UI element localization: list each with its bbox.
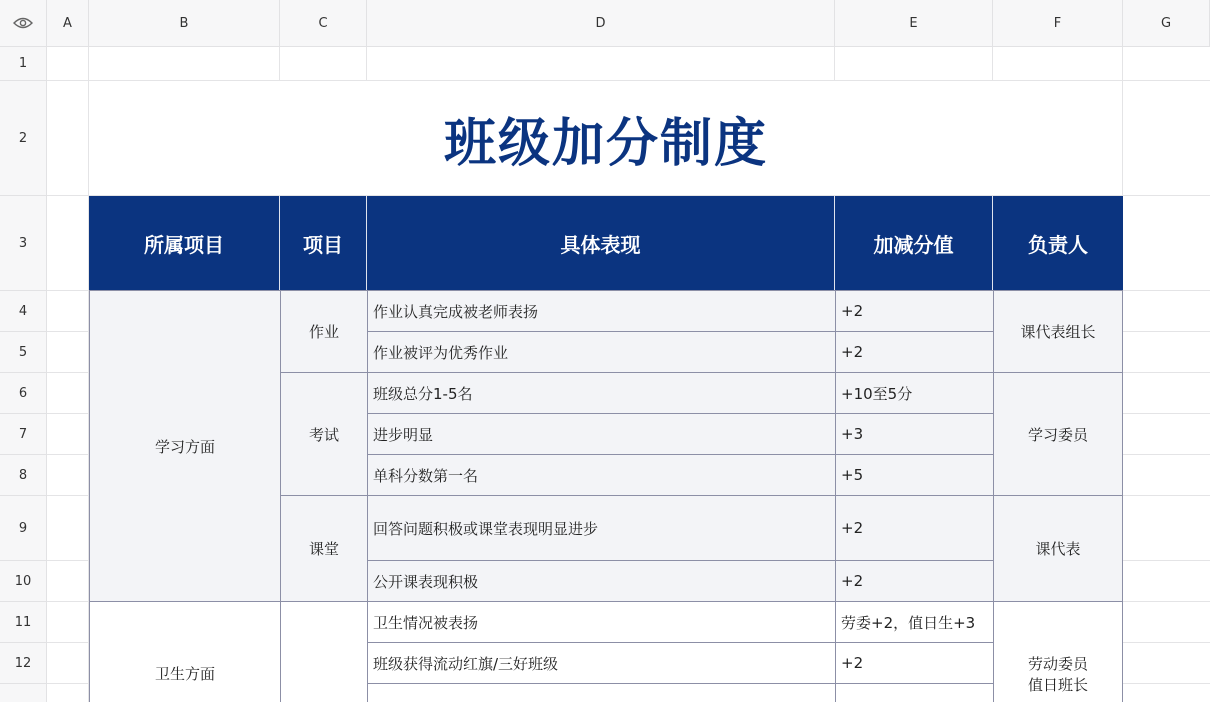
gridline (47, 642, 89, 643)
points-cell[interactable]: +2 (835, 331, 994, 373)
item-exam[interactable]: 考试 (280, 372, 368, 496)
owner-cell[interactable]: 课代表 (993, 495, 1123, 602)
page-title[interactable]: 班级加分制度 (443, 113, 768, 174)
gridline (47, 290, 89, 291)
row-header-4[interactable]: 4 (0, 291, 47, 332)
row-header-9[interactable]: 9 (0, 496, 47, 561)
detail-cell[interactable]: 班级总分1-5名 (367, 372, 836, 414)
points-cell[interactable]: +2 (835, 495, 994, 561)
gridline (47, 683, 89, 684)
detail-cell[interactable]: 进步明显 (367, 413, 836, 455)
gridline (1123, 454, 1210, 455)
row-header-1[interactable]: 1 (0, 47, 47, 81)
detail-cell[interactable]: 回答问题积极或课堂表现明显进步 (367, 495, 836, 561)
section-hygiene[interactable] (89, 601, 281, 702)
points-cell[interactable]: +3 (835, 413, 994, 455)
row-header-2[interactable]: 2 (0, 81, 47, 196)
column-header-b[interactable]: B (89, 0, 280, 47)
row-header-10[interactable]: 10 (0, 561, 47, 602)
gridline (834, 47, 835, 81)
gridline (1123, 290, 1210, 291)
column-header-c[interactable]: C (280, 0, 367, 47)
header-detail[interactable]: 具体表现 (367, 196, 835, 291)
points-cell[interactable]: +2 (835, 642, 994, 684)
gridline (279, 47, 280, 81)
row-header-5[interactable]: 5 (0, 332, 47, 373)
gridline (1123, 683, 1210, 684)
row-header-6[interactable]: 6 (0, 373, 47, 414)
owner-cell[interactable] (993, 601, 1123, 702)
gridline (47, 372, 89, 373)
row-header-8[interactable]: 8 (0, 455, 47, 496)
row-header-7[interactable]: 7 (0, 414, 47, 455)
gridline (47, 413, 89, 414)
detail-cell[interactable]: 单科分数第一名 (367, 454, 836, 496)
column-header-e[interactable]: E (835, 0, 993, 47)
row-header-11[interactable]: 11 (0, 602, 47, 643)
header-owner[interactable]: 负责人 (993, 196, 1123, 291)
owner-line: 值日班长 (1027, 676, 1088, 694)
points-cell[interactable]: 劳委+2，值日生+3 (835, 601, 994, 643)
owner-cell[interactable]: 学习委员 (993, 372, 1123, 496)
owner-line: 劳动委员 (1027, 655, 1088, 673)
points-cell[interactable]: +10至5分 (835, 372, 994, 414)
gridline (47, 495, 89, 496)
column-header-g[interactable]: G (1123, 0, 1210, 47)
gridline (1123, 413, 1210, 414)
detail-cell[interactable]: 作业认真完成被老师表扬 (367, 290, 836, 332)
gridline (47, 601, 89, 602)
detail-cell[interactable]: 卫生情况被表扬 (367, 601, 836, 643)
points-cell[interactable] (835, 683, 994, 702)
gridline (1123, 495, 1210, 496)
gridline (992, 47, 993, 81)
item-hygiene[interactable] (280, 601, 368, 702)
gridline (1123, 331, 1210, 332)
points-cell[interactable]: +5 (835, 454, 994, 496)
header-item[interactable]: 项目 (280, 196, 367, 291)
eye-icon[interactable] (13, 16, 33, 30)
gridline (1123, 601, 1210, 602)
detail-cell[interactable] (367, 683, 836, 702)
detail-cell[interactable]: 班级获得流动红旗/三好班级 (367, 642, 836, 684)
gridline (366, 47, 367, 81)
points-cell[interactable]: +2 (835, 560, 994, 602)
gridline (47, 454, 89, 455)
owner-cell[interactable]: 课代表组长 (993, 290, 1123, 373)
gridline (1123, 560, 1210, 561)
owner-hygiene (1028, 654, 1088, 696)
section-study[interactable]: 学习方面 (89, 290, 281, 602)
points-cell[interactable]: +2 (835, 290, 994, 332)
gridline (1123, 372, 1210, 373)
row-header-3[interactable]: 3 (0, 196, 47, 291)
column-header-f[interactable]: F (993, 0, 1123, 47)
header-category[interactable]: 所属项目 (89, 196, 280, 291)
row-header-12[interactable]: 12 (0, 643, 47, 684)
select-all-corner[interactable] (0, 0, 47, 47)
row-header-13[interactable] (0, 684, 47, 702)
detail-cell[interactable]: 作业被评为优秀作业 (367, 331, 836, 373)
column-header-a[interactable]: A (47, 0, 89, 47)
header-points[interactable]: 加减分值 (835, 196, 993, 291)
item-classroom[interactable]: 课堂 (280, 495, 368, 602)
item-homework[interactable]: 作业 (280, 290, 368, 373)
gridline (47, 560, 89, 561)
gridline (47, 331, 89, 332)
column-header-d[interactable]: D (367, 0, 835, 47)
section-hygiene-label: 卫生方面 (154, 665, 215, 683)
gridline (1123, 642, 1210, 643)
detail-cell[interactable]: 公开课表现积极 (367, 560, 836, 602)
